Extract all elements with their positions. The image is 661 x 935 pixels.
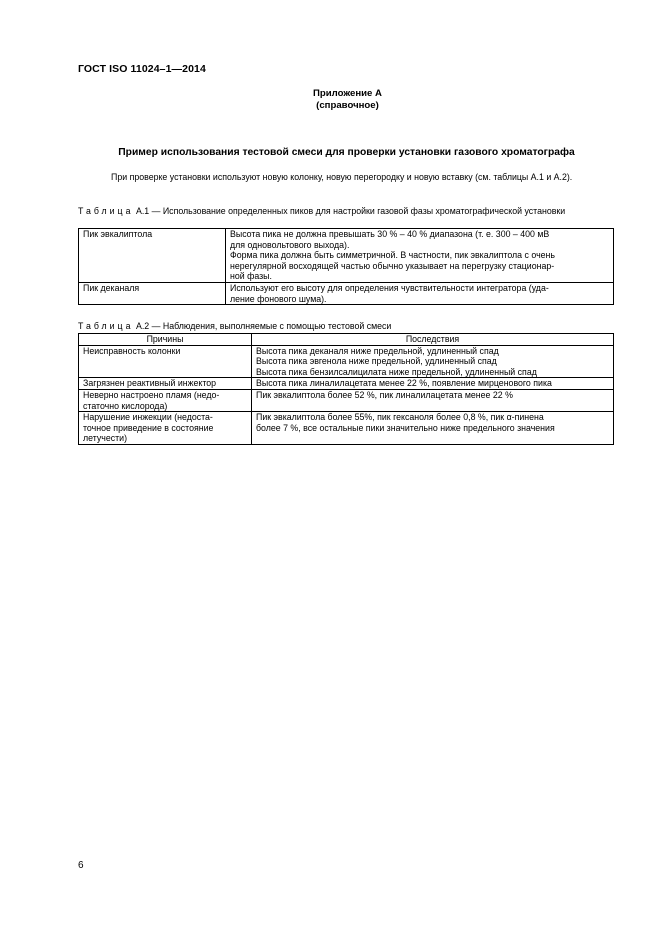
table1-row2-name: Пик деканаля [79, 282, 226, 304]
table-row [79, 412, 614, 445]
table2-row4-cause [79, 412, 252, 445]
effect-line: более 7 %, все остальные пики значительно ниже предельного значения [256, 422, 555, 433]
table2-header-effects: Последствия [252, 334, 614, 346]
table1-row1-line: Форма пика должна быть симметричной. В частности, пик эвкалиптола с очень [230, 250, 555, 261]
table2-row2-effects [252, 378, 614, 390]
table2-caption [78, 321, 616, 332]
annex-title: Приложение А [313, 88, 382, 99]
table1-row2-line: Используют его высоту для определения чувствительности интегратора (уда- [230, 282, 549, 293]
cause-line: Неисправность колонки [83, 345, 181, 356]
cause-line: летучести) [83, 433, 128, 444]
table2-row3-effects [252, 389, 614, 411]
table2-caption-text: А.2 — Наблюдения, выполняемые с помощью тестовой смеси [135, 321, 392, 331]
annex-type: (справочное) [316, 100, 379, 111]
table-row [79, 389, 614, 411]
table2-row2-cause [79, 378, 252, 390]
effect-line: Высота пика эвгенола ниже предельной, удлиненный спад [256, 356, 497, 367]
table2-row1-effects [252, 345, 614, 378]
table-row [79, 378, 614, 390]
table1-row1-line: нерегулярной восходящей частью обычно указывает на перегрузку стационар- [230, 260, 555, 271]
page-number: 6 [78, 860, 84, 871]
effect-line: Высота пика бензилсалицилата ниже предельной, удлиненный спад [256, 366, 537, 377]
table2-row3-cause [79, 389, 252, 411]
table-row [79, 345, 614, 378]
table1-row1-name: Пик эвкалиптола [79, 229, 226, 283]
effect-line: Пик эвкалиптола более 52 %, пик линалилацетата менее 22 % [256, 389, 513, 400]
table2-row1-cause [79, 345, 252, 378]
table2-header-causes: Причины [79, 334, 252, 346]
table1-caption [78, 206, 616, 217]
cause-line: статочно кислорода) [83, 400, 168, 411]
effect-line: Высота пика линалилацетата менее 22 %, появление мирценового пика [256, 378, 552, 389]
table2-caption-word: Таблица [78, 321, 134, 331]
table-header-row [79, 334, 614, 346]
table-a1 [78, 228, 614, 305]
effect-line: Высота пика деканаля ниже предельной, удлиненный спад [256, 345, 499, 356]
table1-row1-description [226, 229, 614, 283]
table1-row1-line: для одновольтового выхода). [230, 239, 350, 250]
section-title: Пример использования тестовой смеси для проверки установки газового хроматографа [118, 147, 575, 158]
annex-heading [0, 88, 661, 112]
cause-line: Неверно настроено пламя (недо- [83, 389, 220, 400]
table1-row2-description [226, 282, 614, 304]
effect-line: Пик эвкалиптола более 55%, пик гексаноля более 0,8 %, пик α-пинена [256, 412, 544, 423]
cause-line: Загрязнен реактивный инжектор [83, 378, 217, 389]
table-a2 [78, 333, 614, 445]
table1-row2-line: ление фонового шума). [230, 293, 327, 304]
table-row [79, 282, 614, 304]
standard-header: ГОСТ ISO 11024–1—2014 [78, 63, 206, 75]
cause-line: точное приведение в состояние [83, 422, 214, 433]
table1-row1-line: ной фазы. [230, 271, 272, 282]
intro-paragraph: При проверке установки используют новую колонку, новую перегородку и новую вставку (см. таблицы А.1 и А.2). [111, 172, 573, 182]
table1-caption-text: А.1 — Использование определенных пиков для настройки газовой фазы хроматографической установки [135, 206, 566, 216]
table2-row4-effects [252, 412, 614, 445]
table1-caption-word: Таблица [78, 206, 134, 216]
cause-line: Нарушение инжекции (недоста- [83, 412, 213, 423]
table1-row1-line: Высота пика не должна превышать 30 % – 40 % диапазона (т. е. 300 – 400 мВ [230, 229, 550, 239]
table-row [79, 229, 614, 283]
